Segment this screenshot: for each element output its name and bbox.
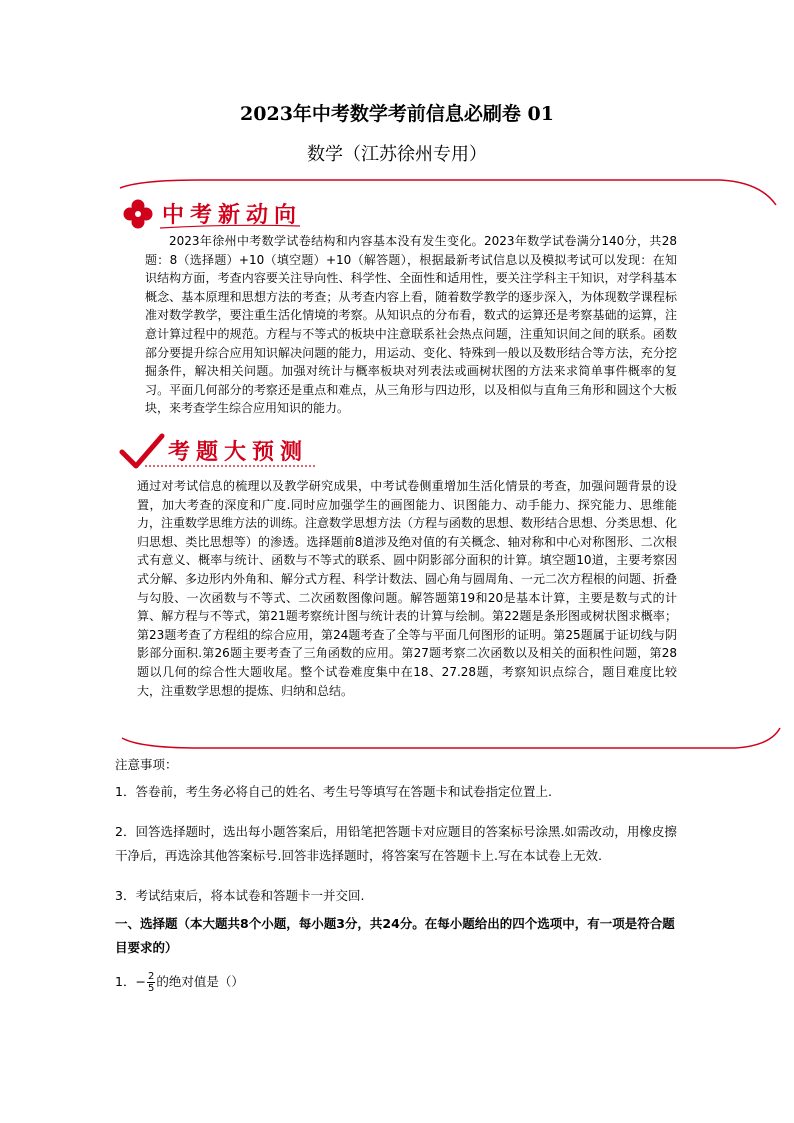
fraction-numerator: 2 <box>147 971 155 982</box>
predict-paragraph: 通过对考试信息的梳理以及教学研究成果，中考试卷侧重增加生活化情景的考查，加强问题背景的设置，加大考查的深度和广度.同时应加强学生的画图能力、识图能力、动手能力、探究能力、思维能力，注重数学思维方法的训练。注意数学思想方法（方程与函数的思想、数形结合思想、分类思想、化归思想、类比思想等）的渗透。选择题前8道涉及绝对值的有关概念、轴对称和中心对称图形、二次根式有意义、概率与统计、函数与不等式的联系、圆中阴影部分面积的计算。填空题10道，主要考察因式分解、多边形内外角和、解分式方程、科学计数法、圆心角与圆周角、一元二次方程根的问题、折叠与勾股、一次函数与不等式、二次函数图像问题。解答题第19和20是基本计算，主要是数与式的计算、解方程与不等式，第21题考察统计图与统计表的计算与绘制。第22题是条形图或树状图求概率；第23题考查了方程组的综合应用，第24题考查了全等与平面几何图形的证明。第25题属于证切线与阴影部分面积.第26题主要考查了三角函数的应用。第27题考察二次函数以及相关的面积性问题，第28题以几何的综合性大题收尾。整个试卷难度集中在18、27.28题，考察知识点综合，题目难度比较大，注重数学思想的提炼、归纳和总结。 <box>137 479 678 698</box>
heading-new-trends: 中考新动向 <box>162 203 303 228</box>
question-text: 的绝对值是（） <box>156 974 244 989</box>
clover-icon <box>124 200 153 229</box>
notes-label: 注意事项： <box>115 757 178 772</box>
section-one-title: 一、选择题（本大题共8个小题，每小题3分，共24分。在每小题给出的四个选项中，有一项是符合题目要求的） <box>115 916 675 955</box>
fraction-denominator: 5 <box>147 983 155 994</box>
fraction <box>147 971 155 994</box>
page-subtitle: 数学（江苏徐州专用） <box>307 144 487 165</box>
new-trends-paragraph: 2023年徐州中考数学试卷结构和内容基本没有发生变化。2023年数学试卷满分140分，共28题：8（选择题）+10（填空题）+10（解答题），根据最新考试信息以及模拟考试可以发现：在知识结构方面，考查内容要关注导向性、科学性、全面性和适用性，要关注学科主干知识，对学科基本概念、基本原理和思想方法的考查；从考查内容上看，随着数学教学的逐步深入，为体现数学课程标准对数学教学，要注重生活化情境的考察。从知识点的分布看，数式的运算还是考察基础的运算，注意计算过程中的规范。方程与不等式的板块中注意联系社会热点问题，注重知识间之间的联系。函数部分要提升综合应用知识解决问题的能力，用运动、变化、特殊到一般以及数形结合等方法，充分挖掘条件，解决相关问题。加强对统计与概率板块对列表法或画树状图的方法来求简单事件概率的复习。平面几何部分的考察还是重点和难点，从三角形与四边形，以及相似与直角三角形和圆这个大板块，来考查学生综合应用知识的能力。 <box>145 234 677 416</box>
heading-predict: 考题大预测 <box>168 440 309 465</box>
note-item: 2．回答选择题时，选出每小题答案后，用铅笔把答题卡对应题目的答案标号涂黑.如需改动，用橡皮擦干净后，再选涂其他答案标号.回答非选择题时，将答案写在答题卡上.写在本试卷上无效. <box>115 824 677 863</box>
question-1 <box>115 970 680 994</box>
question-number: 1． <box>115 974 136 989</box>
note-item: 1．答卷前，考生务必将自己的姓名、考生号等填写在答题卡和试卷指定位置上. <box>115 784 552 799</box>
frame-bottom-curve <box>122 728 780 748</box>
question-sign: − <box>135 974 146 989</box>
note-item: 3．考试结束后，将本试卷和答题卡一并交回. <box>115 888 365 903</box>
checkmark-icon <box>122 436 162 466</box>
page-title: 2023年中考数学考前信息必刷卷 01 <box>240 103 554 125</box>
